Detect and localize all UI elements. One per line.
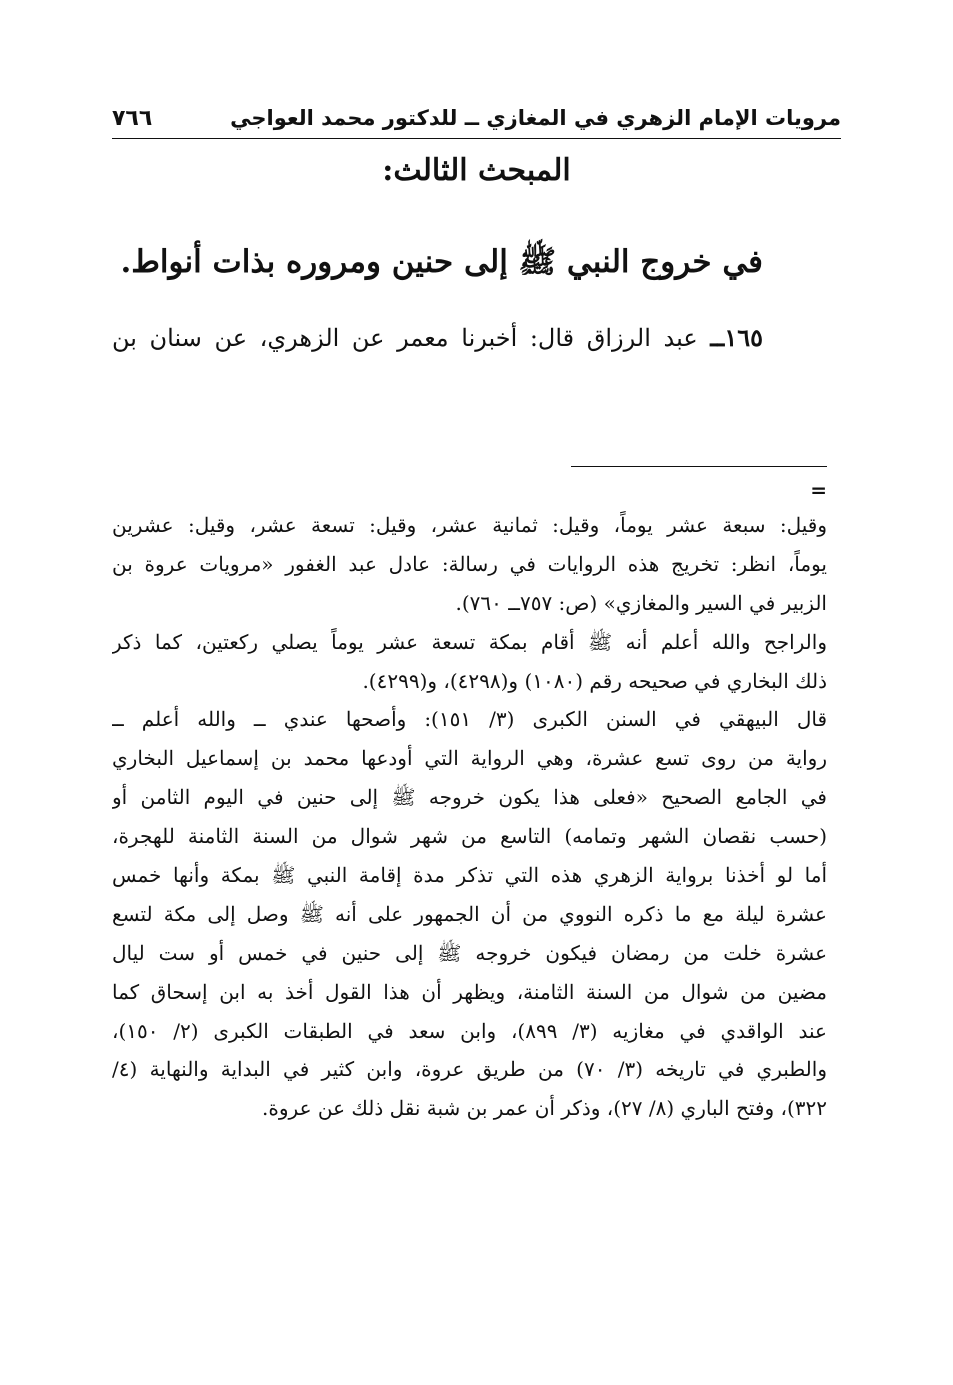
footnote-separator (571, 466, 827, 467)
footnote-line: قال البيهقي في السنن الكبرى (٣/ ١٥١): وأصحها عندي ــ والله أعلم ــ (112, 707, 827, 732)
footnote-block (112, 506, 827, 1128)
footnote-line: يوماً، انظر: تخريج هذه الروايات في رسالة: عادل عبد الغفور «مرويات عروة بن (112, 551, 827, 576)
footnote-line: ذلك البخاري في صحيحه رقم (١٠٨٠) و(٤٢٩٨)، و(٤٢٩٩). (362, 668, 827, 693)
footnote-line: في الجامع الصحيح «فعلى هذا يكون خروجه ﷺ إلى حنين في اليوم الثامن أو (112, 785, 827, 810)
section-heading: المبحث الثالث: (382, 153, 571, 188)
footnote-line: والراجح والله أعلم أنه ﷺ أقام بمكة تسعة عشر يوماً يصلي ركعتين، كما ذكر (112, 629, 827, 654)
footnote-line: عشرة ليلة مع ما ذكره النووي من أن الجمهور على أنه ﷺ وصل إلى مكة لتسع (112, 901, 827, 926)
hadith-number: ١٦٥ (724, 323, 763, 352)
footnote-line: الزبير في السير والمغازي» (ص: ٧٥٧ــ ٧٦٠). (455, 590, 827, 615)
footnote-line: وقيل: سبعة عشر يوماً، وقيل: ثمانية عشر، وقيل: تسعة عشر، وقيل: عشرين (112, 513, 827, 537)
page-number: ٧٦٦ (112, 105, 153, 131)
hadith-paragraph (112, 310, 763, 366)
footnote-line: (حسب نقصان الشهر وتمامه) التاسع من شهر شوال من السنة الثامنة للهجرة، (112, 824, 827, 849)
hadith-text: عبد الرزاق قال: أخبرنا معمر عن الزهري، عن سنان بن (112, 324, 698, 352)
footnote-line: أما لو أخذنا برواية الزهري هذه التي تذكر مدة إقامة النبي ﷺ بمكة وأنها خمس (112, 863, 827, 888)
footnote-line: عشرة خلت من رمضان فيكون خروجه ﷺ إلى حنين في خمس أو ست ليال (112, 940, 827, 965)
footnote-continuation-mark: = (810, 478, 827, 502)
chapter-title: في خروج النبي ﷺ إلى حنين ومروره بذات أنواط. (120, 244, 763, 280)
footnote-line: عند الواقدي في مغازيه (٣/ ٨٩٩)، وابن سعد في الطبقات الكبرى (٢/ ١٥٠)، (112, 1018, 827, 1043)
running-header-title: مرويات الإمام الزهري في المغازي ــ للدكتور محمد العواجي (230, 106, 841, 130)
footnote-line: مضين من شوال من السنة الثامنة، ويظهر أن هذا القول أخذ به ابن إسحاق كما (112, 979, 827, 1004)
hadith-number-dash: ــ (710, 323, 725, 352)
footnote-line: ٣٢٢)، وفتح الباري (٨/ ٢٧)، وذكر أن عمر بن شبة نقل ذلك عن عروة. (262, 1096, 827, 1121)
footnote-line: رواية من روى تسع عشرة، وهي الرواية التي أودعها محمد بن إسماعيل البخاري (112, 746, 827, 771)
footnote-line: والطبري في تاريخه (٣/ ٧٠) من طريق عروة، وابن كثير في البداية والنهاية (٤/ (112, 1057, 827, 1082)
running-header (112, 98, 841, 139)
